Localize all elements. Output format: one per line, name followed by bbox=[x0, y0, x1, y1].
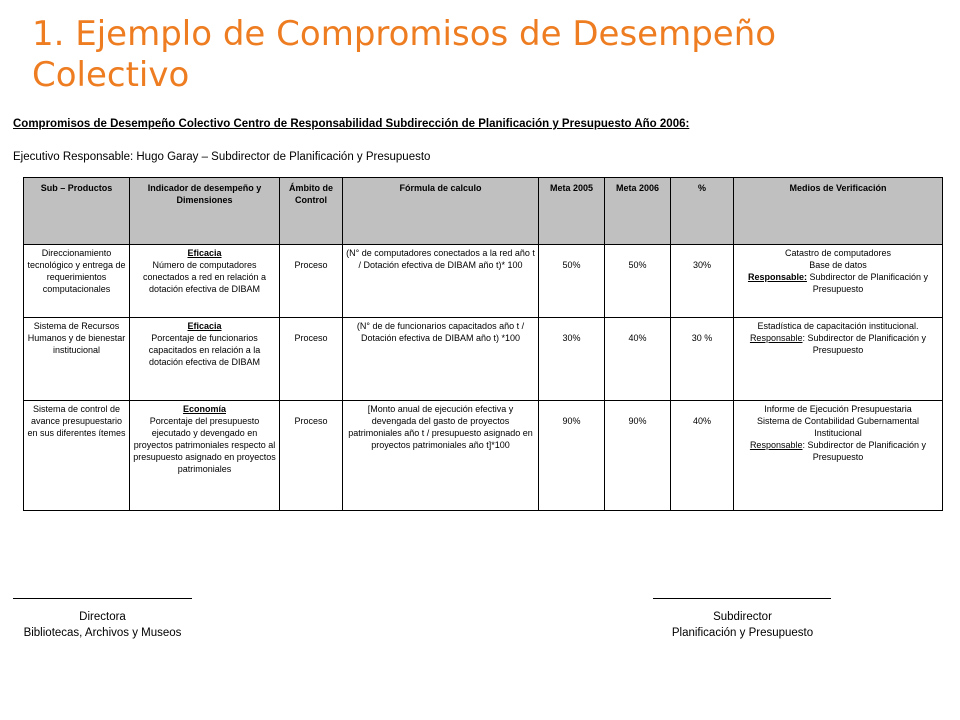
signature-line-right bbox=[653, 598, 831, 599]
indicator-cell bbox=[130, 318, 280, 401]
column-header: Meta 2006 bbox=[605, 178, 671, 245]
column-header: Meta 2005 bbox=[539, 178, 605, 245]
column-header: Medios de Verificación bbox=[734, 178, 943, 245]
goal-2006-cell: 50% bbox=[605, 245, 671, 318]
verification-means: Estadística de capacitación institucional. bbox=[757, 321, 919, 331]
commitments-table bbox=[23, 177, 943, 511]
column-header: Indicador de desempeño y Dimensiones bbox=[130, 178, 280, 245]
indicator-cell bbox=[130, 401, 280, 511]
goal-2005-cell: 30% bbox=[539, 318, 605, 401]
responsible-line bbox=[737, 271, 939, 295]
subproduct-cell: Direccionamiento tecnológico y entrega de requerimientos computacionales bbox=[24, 245, 130, 318]
verification-means: Informe de Ejecución Presupuestaria Sistema de Contabilidad Gubernamental Institucional bbox=[756, 404, 920, 438]
goal-2006-cell: 40% bbox=[605, 318, 671, 401]
percent-cell: 30 % bbox=[671, 318, 734, 401]
responsible-text: : Subdirector de Planificación y Presupuesto bbox=[802, 333, 927, 355]
formula-cell: (N° de computadores conectados a la red año t / Dotación efectiva de DIBAM año t)* 100 bbox=[343, 245, 539, 318]
verification-means: Catastro de computadores Base de datos bbox=[784, 248, 892, 270]
table-header-row bbox=[24, 178, 943, 245]
percent-cell: 30% bbox=[671, 245, 734, 318]
indicator-cell bbox=[130, 245, 280, 318]
scope-cell: Proceso bbox=[280, 245, 343, 318]
responsible-text: Subdirector de Planificación y Presupuesto bbox=[806, 272, 929, 294]
indicator-text: Número de computadores conectados a red en relación a dotación efectiva de DIBAM bbox=[142, 260, 267, 294]
scope-cell: Proceso bbox=[280, 401, 343, 511]
column-header: Fórmula de calculo bbox=[343, 178, 539, 245]
verification-cell bbox=[734, 401, 943, 511]
percent-cell: 40% bbox=[671, 401, 734, 511]
subproduct-cell: Sistema de control de avance presupuestario en sus diferentes ítemes bbox=[24, 401, 130, 511]
goal-2005-cell: 90% bbox=[539, 401, 605, 511]
column-header: Sub – Productos bbox=[24, 178, 130, 245]
responsible-label: Responsable bbox=[749, 333, 803, 343]
verification-cell bbox=[734, 318, 943, 401]
column-header: Ámbito de Control bbox=[280, 178, 343, 245]
signature-left-org: Bibliotecas, Archivos y Museos bbox=[23, 627, 182, 639]
formula-cell: (N° de de funcionarios capacitados año t / Dotación efectiva de DIBAM año t) *100 bbox=[343, 318, 539, 401]
slide-title: 1. Ejemplo de Compromisos de Desempeño Colectivo bbox=[32, 14, 777, 95]
signature-left-title: Directora bbox=[79, 611, 126, 623]
document-heading: Compromisos de Desempeño Colectivo Centro de Responsabilidad Subdirección de Planificación y Presupuesto Año 2006: bbox=[13, 118, 690, 130]
responsible-text: : Subdirector de Planificación y Presupuesto bbox=[802, 440, 927, 462]
table-row bbox=[24, 318, 943, 401]
indicator-text: Porcentaje de funcionarios capacitados en relación a la dotación efectiva de DIBAM bbox=[148, 333, 261, 367]
dimension-label: Eficacia bbox=[187, 248, 222, 258]
signature-right bbox=[640, 609, 845, 641]
indicator-text: Porcentaje del presupuesto ejecutado y devengado en proyectos patrimoniales respecto al presupuesto asignado en proyectos patrimoniales bbox=[133, 416, 276, 474]
goal-2006-cell: 90% bbox=[605, 401, 671, 511]
signature-line-left bbox=[13, 598, 192, 599]
table-row bbox=[24, 401, 943, 511]
column-header: % bbox=[671, 178, 734, 245]
verification-cell bbox=[734, 245, 943, 318]
signature-right-title: Subdirector bbox=[713, 611, 772, 623]
executive-responsible: Ejecutivo Responsable: Hugo Garay – Subdirector de Planificación y Presupuesto bbox=[13, 151, 431, 163]
responsible-label: Responsable: bbox=[747, 272, 807, 282]
subproduct-cell: Sistema de Recursos Humanos y de bienestar institucional bbox=[24, 318, 130, 401]
table-row bbox=[24, 245, 943, 318]
formula-cell: [Monto anual de ejecución efectiva y devengada del gasto de proyectos patrimoniales año t / presupuesto asignado en proyectos patrimoniales año t]*100 bbox=[343, 401, 539, 511]
dimension-label: Economía bbox=[182, 404, 226, 414]
scope-cell: Proceso bbox=[280, 318, 343, 401]
responsible-label: Responsable bbox=[749, 440, 803, 450]
signature-left bbox=[0, 609, 205, 641]
dimension-label: Eficacia bbox=[187, 321, 222, 331]
responsible-line bbox=[737, 332, 939, 356]
goal-2005-cell: 50% bbox=[539, 245, 605, 318]
signature-right-org: Planificación y Presupuesto bbox=[671, 627, 814, 639]
responsible-line bbox=[737, 439, 939, 463]
